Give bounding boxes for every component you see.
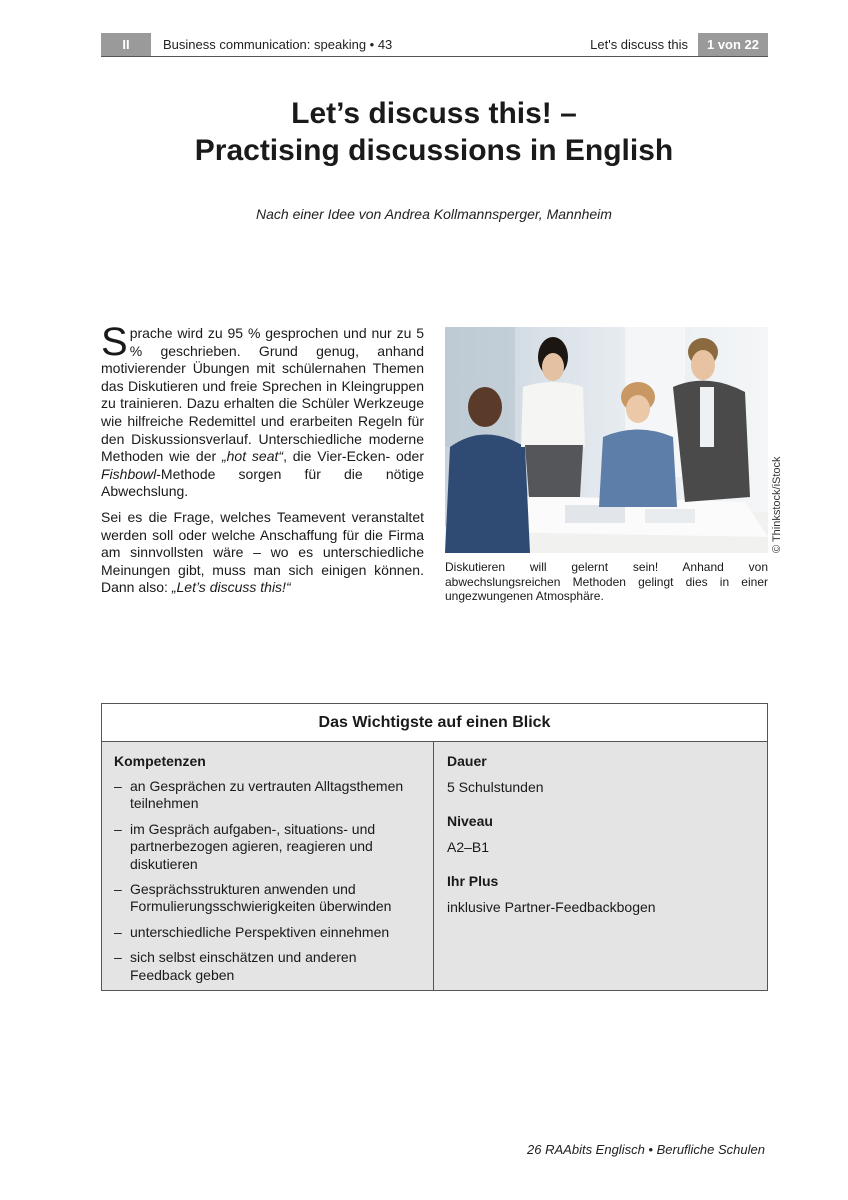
competency-text: an Gesprächen zu vertrauten Alltagsthemen teilnehmen [130, 778, 404, 812]
competency-text: sich selbst einschätzen und anderen Feedback geben [130, 949, 357, 983]
drop-cap: S [101, 320, 128, 364]
duration-value: 5 Schulstunden [447, 779, 544, 795]
competencies-list [114, 778, 421, 984]
page-counter: 1 von 22 [698, 33, 768, 56]
intro-p1-end: -Methode sorgen für die nötige Abwechslung. [101, 465, 424, 500]
topic-label: Let's discuss this [590, 37, 688, 52]
dash-bullet: – [114, 923, 122, 940]
page-title [60, 95, 808, 169]
intro-p1-mid: , die Vier-Ecken- oder [283, 448, 425, 465]
list-item [114, 821, 421, 873]
discussion-photo [445, 327, 768, 553]
dash-bullet: – [114, 881, 122, 898]
intro-paragraph-2 [101, 509, 424, 597]
plus-value: inklusive Partner-Feedbackbogen [447, 899, 656, 915]
list-item [114, 949, 421, 984]
section-badge: II [101, 33, 151, 56]
series-label: Business communication: speaking • 43 [163, 37, 393, 52]
list-item [114, 778, 421, 813]
page-footer: 26 RAAbits Englisch • Berufliche Schulen [527, 1142, 765, 1157]
title-line-2: Practising discussions in English [194, 134, 674, 167]
title-line-1: Let’s discuss this! – [291, 97, 577, 130]
intro-p1-fishbowl: Fishbowl [101, 465, 157, 482]
dash-bullet: – [114, 820, 122, 837]
intro-paragraph-1 [101, 320, 425, 501]
intro-p2-emphasis: „Let’s discuss this!“ [171, 579, 291, 596]
summary-heading: Das Wichtigste auf einen Blick [102, 704, 767, 742]
page-header [101, 33, 768, 57]
competency-text: im Gespräch aufgaben-, situations- und partnerbezogen agieren, reagieren und diskutieren [130, 820, 376, 872]
competencies-column [102, 742, 434, 990]
intro-text [101, 320, 425, 605]
competency-text: unterschiedliche Perspektiven einnehmen [130, 923, 390, 940]
list-item [114, 881, 421, 916]
intro-p1-rest: prache wird zu 95 % gesprochen und nur zu 5 % geschrieben. Grund genug, anhand motivierender Übungen mit schülernahen Themen das Diskutieren und freie Sprechen in Kleingruppen zu trainieren. Dazu erhalten die Schüler Werkzeuge wie hilfreiche Redemittel und erarbeiten Regeln für den Diskussionsverlauf. Unterschiedliche moderne Methoden wie der [101, 325, 424, 465]
level-value: A2–B1 [447, 839, 490, 855]
photo-credit: © Thinkstock/iStock [771, 456, 783, 553]
intro-p2-start: Sei es die Frage, welches Teamevent veranstaltet werden soll oder welche Anschaffung für die Firma am sinnvollsten wäre – wo es unterschiedliche Meinungen gibt, muss man sich einigen können. Dann also: [101, 508, 424, 596]
details-column [435, 742, 767, 990]
plus-title: Ihr Plus [447, 873, 499, 889]
photo-caption: Diskutieren will gelernt sein! Anhand von abwechslungsreichen Methoden gelingt dies in einer ungezwungenen Atmosphäre. [445, 560, 768, 603]
dash-bullet: – [114, 778, 122, 794]
intro-p1-hot-seat: „hot seat“ [221, 448, 284, 465]
summary-box [101, 703, 768, 991]
summary-body [102, 742, 767, 990]
list-item [114, 924, 421, 941]
author-credit: Nach einer Idee von Andrea Kollmannsperger, Mannheim [256, 206, 612, 222]
dash-bullet: – [114, 949, 122, 966]
level-title: Niveau [447, 813, 493, 829]
competencies-title: Kompetenzen [114, 753, 206, 769]
duration-title: Dauer [447, 753, 487, 769]
team-meeting-illustration [445, 327, 768, 553]
competency-text: Gesprächsstrukturen anwenden und Formulierungsschwierigkeiten überwinden [130, 881, 392, 915]
